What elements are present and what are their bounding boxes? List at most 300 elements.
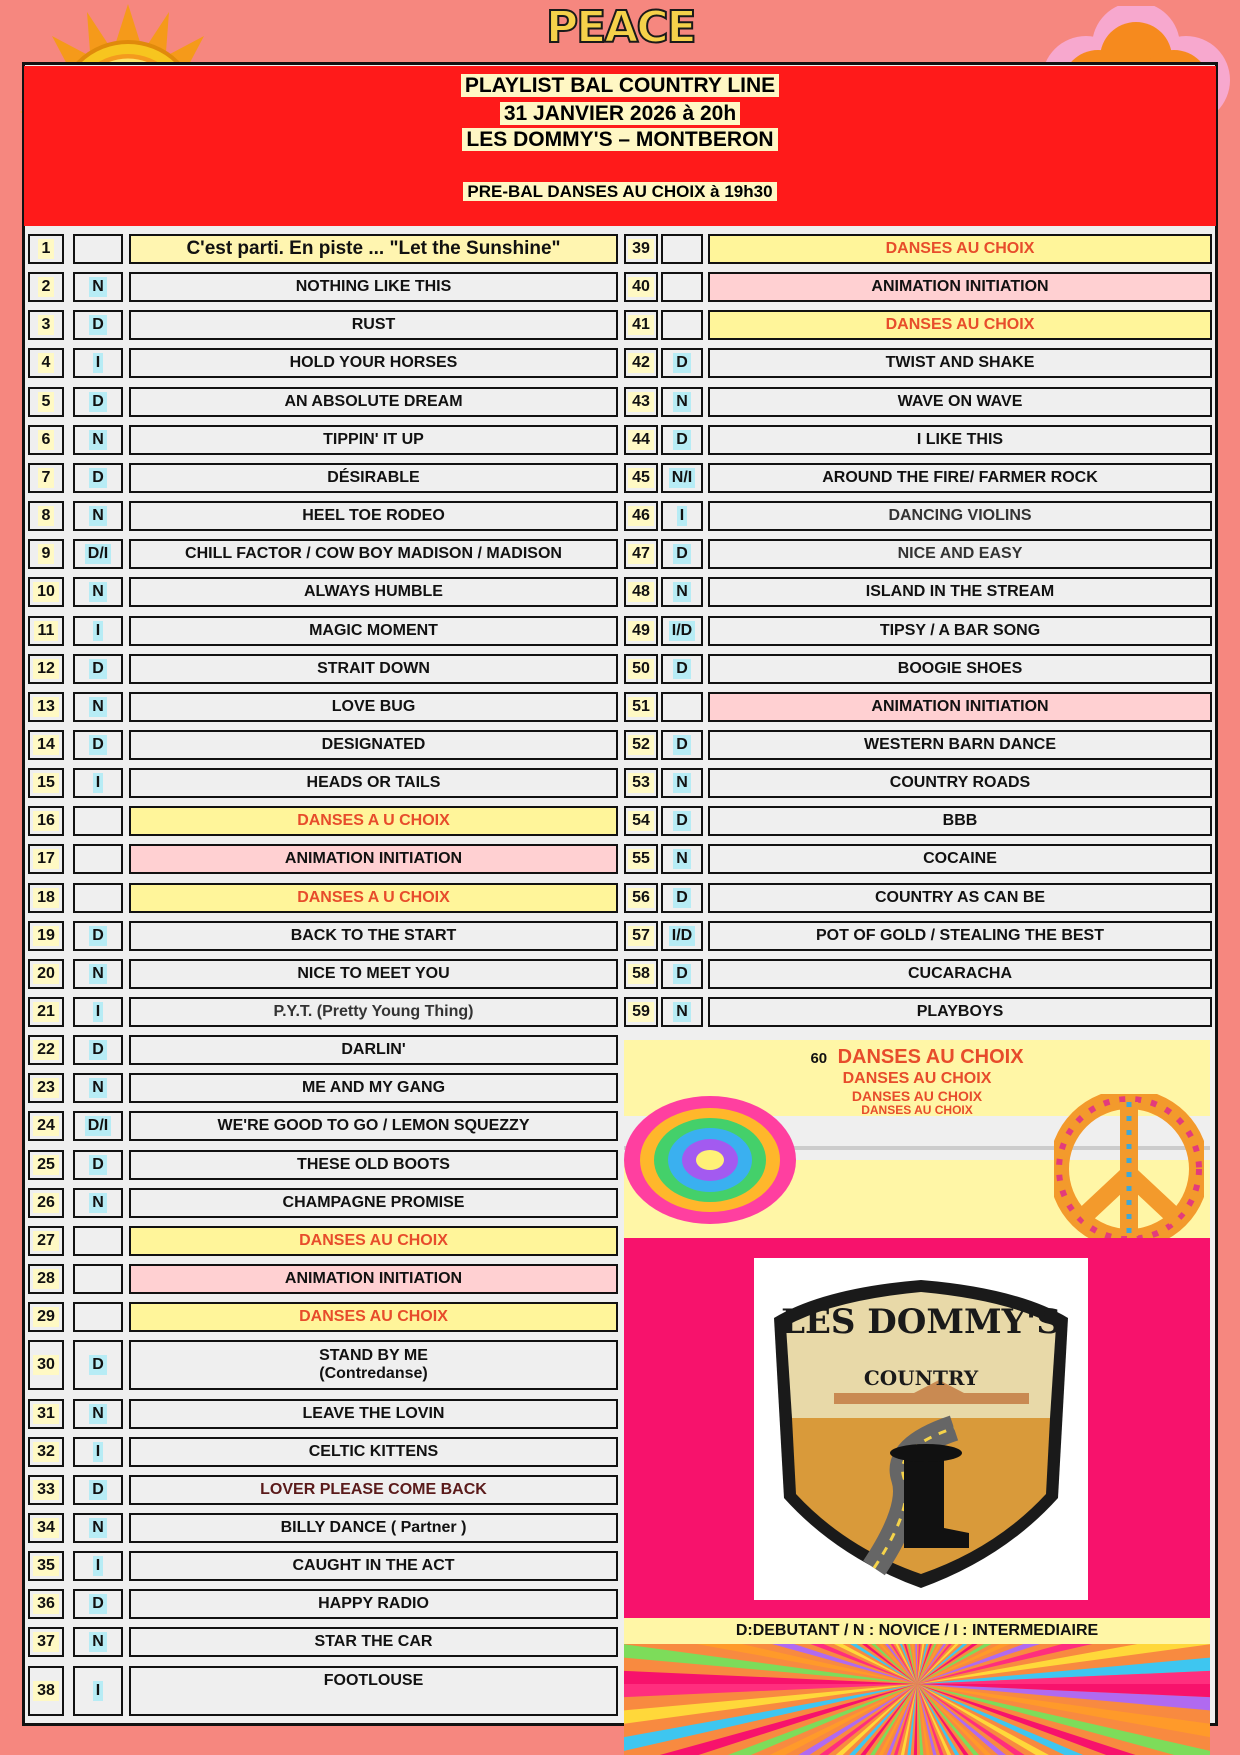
dance-title-text: BACK TO THE START — [290, 926, 457, 944]
dance-title-text: ME AND MY GANG — [301, 1079, 446, 1097]
row-level — [661, 348, 703, 378]
row-number — [28, 1035, 64, 1065]
dance-title — [129, 1589, 618, 1619]
level-badge: N/I — [669, 468, 695, 488]
row-number — [28, 654, 64, 684]
row-number-text: 3 — [38, 315, 55, 335]
dance-title-text: DÉSIRABLE — [327, 468, 420, 486]
row-number-text: 5 — [38, 392, 55, 412]
row-number-text: 4 — [38, 353, 55, 373]
row-number — [28, 1589, 64, 1619]
level-badge: D — [89, 1155, 107, 1175]
row-number-text: 32 — [33, 1442, 59, 1462]
choix-line-3: DANSES AU CHOIX — [851, 1088, 983, 1104]
row-number — [28, 844, 64, 874]
row-number-text: 12 — [33, 659, 59, 679]
dance-title — [129, 1302, 618, 1332]
row-number-text: 9 — [38, 544, 55, 564]
dance-title-text: PLAYBOYS — [916, 1003, 1004, 1020]
row-level — [73, 921, 123, 951]
level-badge: I — [93, 621, 103, 641]
level-badge: D — [89, 468, 107, 488]
dance-title — [129, 577, 618, 607]
row-number-text: 37 — [33, 1632, 59, 1652]
row-number-text: 56 — [628, 888, 654, 908]
dance-title-text: LEAVE THE LOVIN — [302, 1404, 445, 1422]
row-number-text: 1 — [38, 239, 55, 259]
row-number — [28, 1399, 64, 1429]
row-level — [73, 616, 123, 646]
row-number-text: 52 — [628, 735, 654, 755]
dance-title-text: CHILL FACTOR / COW BOY MADISON / MADISON — [185, 545, 562, 563]
row-level — [661, 959, 703, 989]
row-level — [73, 463, 123, 493]
row-level — [73, 1589, 123, 1619]
dance-title-text: LOVE BUG — [331, 697, 416, 715]
dance-title-text: C'est parti. En piste ... "Let the Sunshine" — [186, 238, 561, 259]
dance-title — [129, 692, 618, 722]
dance-title-text: ALWAYS HUMBLE — [304, 583, 443, 601]
level-badge: D — [673, 964, 691, 984]
row-number — [28, 272, 64, 302]
dance-title — [708, 806, 1212, 836]
row-level — [661, 997, 703, 1027]
row-number — [624, 768, 658, 798]
dance-title — [129, 1226, 618, 1256]
level-badge: N — [673, 849, 691, 869]
row-level — [661, 463, 703, 493]
dance-title-text: ANIMATION INITIATION — [284, 850, 463, 868]
dance-title-text: STAND BY ME — [319, 1347, 428, 1365]
row-number — [624, 616, 658, 646]
peace-logo: PEACE — [546, 2, 695, 53]
dance-title-text: P.Y.T. (Pretty Young Thing) — [273, 1003, 474, 1020]
row-level — [661, 539, 703, 569]
row-level — [73, 883, 123, 913]
row-number-text: 29 — [33, 1307, 59, 1327]
row-number-text: 25 — [33, 1155, 59, 1175]
dance-title — [129, 1475, 618, 1505]
dance-title-text: HAPPY RADIO — [318, 1595, 429, 1613]
level-badge: D/I — [85, 1116, 111, 1136]
row-number-text: 22 — [33, 1040, 59, 1060]
dance-title — [708, 844, 1212, 874]
level-badge: N — [89, 1632, 107, 1652]
dance-title-text: TIPSY / A BAR SONG — [879, 621, 1041, 639]
row-number-text: 36 — [33, 1594, 59, 1614]
dance-title — [129, 1340, 618, 1390]
dance-title-text: DANSES AU CHOIX — [299, 1308, 448, 1326]
row-number — [28, 234, 64, 264]
choix-line-2: DANSES AU CHOIX — [842, 1070, 992, 1087]
level-badge: D — [673, 659, 691, 679]
row-number — [28, 577, 64, 607]
row-number — [624, 997, 658, 1027]
row-number-text: 10 — [33, 582, 59, 602]
row-number — [624, 844, 658, 874]
dance-title — [129, 806, 618, 836]
row-number — [28, 616, 64, 646]
row-number — [28, 1437, 64, 1467]
dance-title-text: CHAMPAGNE PROMISE — [282, 1193, 465, 1211]
row-number — [28, 883, 64, 913]
dance-title — [129, 1437, 618, 1467]
dance-title — [708, 348, 1212, 378]
row-level — [661, 577, 703, 607]
level-badge: N — [673, 1002, 691, 1022]
dance-title-text: BILLY DANCE ( Partner ) — [280, 1518, 467, 1536]
row-number-text: 39 — [628, 239, 654, 259]
dance-title-text: CELTIC KITTENS — [308, 1442, 439, 1460]
dance-title-text: DANSES AU CHOIX — [299, 1231, 448, 1249]
row-number — [624, 730, 658, 760]
row-number — [28, 921, 64, 951]
level-badge: D — [673, 353, 691, 373]
dance-title — [129, 883, 618, 913]
row-number — [28, 1627, 64, 1657]
row-level — [73, 1150, 123, 1180]
dance-title — [129, 730, 618, 760]
header-line-2: 31 JANVIER 2026 à 20h — [0, 102, 1240, 126]
dance-title-text: BBB — [942, 812, 978, 830]
level-badge: D/I — [85, 544, 111, 564]
row-number-text: 31 — [33, 1404, 59, 1424]
dance-title-text: POT OF GOLD / STEALING THE BEST — [815, 926, 1104, 944]
level-badge: D — [89, 926, 107, 946]
level-badge: I — [93, 1556, 103, 1576]
row-level — [73, 577, 123, 607]
row-number — [28, 1513, 64, 1543]
dance-title — [129, 234, 618, 264]
dance-title — [129, 348, 618, 378]
dance-title — [129, 921, 618, 951]
row-number-text: 41 — [628, 315, 654, 335]
level-badge: D — [89, 1594, 107, 1614]
dance-title-text: CUCARACHA — [908, 964, 1012, 982]
row-level — [73, 234, 123, 264]
level-badge: D — [673, 888, 691, 908]
dance-title-text: ANIMATION INITIATION — [871, 278, 1049, 296]
dance-title-text: THESE OLD BOOTS — [297, 1155, 450, 1173]
row-number — [28, 387, 64, 417]
dance-title-text: HEEL TOE RODEO — [302, 507, 445, 525]
level-badge: N — [89, 964, 107, 984]
dance-title-text: TWIST AND SHAKE — [885, 354, 1035, 372]
level-badge: D — [673, 430, 691, 450]
row-number — [624, 692, 658, 722]
row-level — [73, 1035, 123, 1065]
row-number-text: 28 — [33, 1269, 59, 1289]
row-level — [73, 1437, 123, 1467]
ray — [641, 1684, 917, 1755]
row-number-text: 6 — [38, 430, 55, 450]
row-number — [28, 768, 64, 798]
dance-title-text: NICE TO MEET YOU — [297, 964, 450, 982]
row-level — [73, 997, 123, 1027]
dance-title-text: ISLAND IN THE STREAM — [865, 583, 1055, 601]
row-level — [73, 692, 123, 722]
row-number-text: 54 — [628, 811, 654, 831]
header-line-3: LES DOMMY'S – MONTBERON — [0, 128, 1240, 152]
row-level — [661, 883, 703, 913]
row-number-text: 21 — [33, 1002, 59, 1022]
row-level — [73, 1399, 123, 1429]
level-badge: D — [89, 659, 107, 679]
row-level — [73, 1475, 123, 1505]
level-badge: N — [673, 582, 691, 602]
dance-title — [129, 997, 618, 1027]
level-badge: N — [89, 1078, 107, 1098]
dance-title — [708, 921, 1212, 951]
dance-title — [129, 1399, 618, 1429]
dance-title-text: DESIGNATED — [321, 735, 426, 753]
level-badge: I — [93, 353, 103, 373]
level-badge: D — [673, 544, 691, 564]
row-number — [28, 806, 64, 836]
row-number — [28, 1302, 64, 1332]
row-number-text: 44 — [628, 430, 654, 450]
dance-title — [129, 1188, 618, 1218]
row-level — [73, 539, 123, 569]
row-number-text: 50 — [628, 659, 654, 679]
row-number — [624, 577, 658, 607]
row-number-text: 34 — [33, 1518, 59, 1538]
row-number-text: 43 — [628, 392, 654, 412]
level-badge: I/D — [669, 926, 695, 946]
level-badge: N — [89, 1518, 107, 1538]
dance-title — [129, 654, 618, 684]
row-number-text: 33 — [33, 1480, 59, 1500]
row-level — [73, 654, 123, 684]
row-number-text: 30 — [33, 1355, 59, 1375]
dance-title-text: NOTHING LIKE THIS — [295, 278, 452, 296]
dance-title — [129, 539, 618, 569]
row-number — [28, 730, 64, 760]
dance-title — [129, 1666, 618, 1716]
row-number — [624, 539, 658, 569]
row-level — [661, 921, 703, 951]
level-badge: D — [89, 1040, 107, 1060]
dance-title-text: COCAINE — [923, 850, 997, 868]
row-level — [661, 234, 703, 264]
row-number-text: 59 — [628, 1002, 654, 1022]
row-level — [661, 654, 703, 684]
dance-title — [708, 463, 1212, 493]
row-number-text: 38 — [33, 1681, 59, 1701]
dance-title-text: AROUND THE FIRE/ FARMER ROCK — [822, 468, 1098, 486]
row-level — [73, 1073, 123, 1103]
row-level — [661, 272, 703, 302]
level-badge: D — [89, 735, 107, 755]
dance-title-text: ANIMATION INITIATION — [284, 1270, 463, 1288]
dance-title-text: RUST — [351, 316, 396, 334]
dance-title — [129, 1551, 618, 1581]
badge-title: LES DOMMY'S — [781, 1302, 1061, 1342]
row-level — [73, 1551, 123, 1581]
row-number — [28, 997, 64, 1027]
row-level — [73, 806, 123, 836]
row-number-text: 40 — [628, 277, 654, 297]
row-number-text: 55 — [628, 849, 654, 869]
dance-title-text: TIPPIN' IT UP — [323, 430, 424, 448]
dance-title — [129, 616, 618, 646]
dance-title — [129, 1513, 618, 1543]
dance-title — [129, 310, 618, 340]
dance-title — [708, 616, 1212, 646]
row-level — [661, 806, 703, 836]
row-number — [28, 1226, 64, 1256]
row-level — [661, 730, 703, 760]
row-number — [624, 654, 658, 684]
row-number-text: 35 — [33, 1556, 59, 1576]
row-number — [624, 310, 658, 340]
peace-sign-icon — [1054, 1094, 1204, 1244]
row-number — [28, 959, 64, 989]
level-badge: I — [677, 506, 687, 526]
dance-title-text: DANSES A U CHOIX — [297, 812, 450, 830]
dance-title — [129, 1035, 618, 1065]
row-number — [28, 1188, 64, 1218]
row-level — [661, 425, 703, 455]
level-badge: I — [93, 1681, 103, 1701]
dance-title-text: MAGIC MOMENT — [309, 621, 438, 639]
row-number — [624, 806, 658, 836]
row-level — [73, 959, 123, 989]
choix-line-1: DANSES AU CHOIX — [837, 1046, 1024, 1068]
dance-title-text: AN ABSOLUTE DREAM — [284, 392, 463, 410]
row-level — [73, 425, 123, 455]
row-number — [28, 1111, 64, 1141]
level-badge: I — [93, 1002, 103, 1022]
row-number — [28, 348, 64, 378]
dance-title-text: DANSES AU CHOIX — [885, 316, 1035, 334]
row-level — [73, 730, 123, 760]
row-number — [28, 539, 64, 569]
row-number-text: 24 — [33, 1116, 59, 1136]
level-legend: D:DEBUTANT / N : NOVICE / I : INTERMEDIAIRE — [624, 1618, 1210, 1644]
row-number — [28, 1666, 64, 1716]
dance-title-text: FOOTLOUSE — [323, 1671, 424, 1689]
row-number-text: 16 — [33, 811, 59, 831]
level-badge: N — [89, 1404, 107, 1424]
dance-title — [129, 844, 618, 874]
row-number-text: 26 — [33, 1193, 59, 1213]
row-number-text: 47 — [628, 544, 654, 564]
row-number-text: 48 — [628, 582, 654, 602]
dance-title — [129, 1264, 618, 1294]
row-number-text: 57 — [628, 926, 654, 946]
level-badge: D — [89, 392, 107, 412]
row-number-text: 8 — [38, 506, 55, 526]
row-level — [661, 844, 703, 874]
row-number-text: 13 — [33, 697, 59, 717]
row-number — [28, 1150, 64, 1180]
dance-title — [129, 768, 618, 798]
level-badge: N — [673, 773, 691, 793]
row-level — [661, 616, 703, 646]
dance-title — [708, 577, 1212, 607]
dance-title — [708, 501, 1212, 531]
row-number — [624, 959, 658, 989]
row-number — [624, 387, 658, 417]
level-badge: N — [89, 582, 107, 602]
dance-title — [129, 425, 618, 455]
row-number — [624, 501, 658, 531]
level-badge: N — [89, 697, 107, 717]
dance-title-text: DARLIN' — [341, 1041, 406, 1059]
row-number-text: 49 — [628, 621, 654, 641]
badge-panel — [624, 1238, 1210, 1618]
row-level — [73, 768, 123, 798]
row-level — [73, 1188, 123, 1218]
dance-title-text: ANIMATION INITIATION — [871, 697, 1049, 715]
dance-title-text: HOLD YOUR HORSES — [289, 354, 458, 372]
row-number-text: 42 — [628, 353, 654, 373]
tie-dye-icon — [622, 1094, 798, 1226]
row-number-text: 27 — [33, 1231, 59, 1251]
level-badge: N — [89, 430, 107, 450]
row-number-text: 14 — [33, 735, 59, 755]
dance-title-text: HEADS OR TAILS — [306, 774, 441, 792]
dance-title — [129, 501, 618, 531]
dance-title-text: LOVER PLEASE COME BACK — [260, 1480, 487, 1498]
dance-title — [708, 730, 1212, 760]
row-number-text: 53 — [628, 773, 654, 793]
row-number-text: 19 — [33, 926, 59, 946]
row-number — [28, 1340, 64, 1390]
dance-title-text: CAUGHT IN THE ACT — [292, 1557, 455, 1575]
row-number-text: 18 — [33, 888, 59, 908]
row-level — [73, 1513, 123, 1543]
dance-title — [129, 959, 618, 989]
row-level — [661, 387, 703, 417]
ray — [899, 1684, 917, 1755]
choix-line-4: DANSES AU CHOIX — [861, 1103, 973, 1117]
row-level — [73, 1340, 123, 1390]
header-line-1: PLAYLIST BAL COUNTRY LINE — [0, 74, 1240, 98]
row-number — [28, 425, 64, 455]
level-badge: D — [673, 811, 691, 831]
level-badge: D — [89, 1480, 107, 1500]
row-number — [28, 501, 64, 531]
row-level — [73, 1226, 123, 1256]
row-number — [624, 425, 658, 455]
row-level — [73, 1111, 123, 1141]
choix-number: 60 — [810, 1050, 828, 1067]
dance-title — [708, 272, 1212, 302]
dance-title — [129, 387, 618, 417]
dance-title — [708, 310, 1212, 340]
dance-title-text: STRAIT DOWN — [317, 659, 430, 677]
row-number-text: 15 — [33, 773, 59, 793]
row-level — [661, 692, 703, 722]
level-badge: N — [89, 506, 107, 526]
dance-title — [129, 1150, 618, 1180]
row-number — [28, 1551, 64, 1581]
row-number-text: 17 — [33, 849, 59, 869]
dance-title-text: DANSES A U CHOIX — [297, 888, 450, 906]
dance-title — [129, 1111, 618, 1141]
row-level — [661, 310, 703, 340]
row-level — [73, 272, 123, 302]
dance-title-text: DANCING VIOLINS — [888, 507, 1032, 525]
row-number — [28, 1073, 64, 1103]
dance-title — [708, 959, 1212, 989]
level-badge: I/D — [669, 621, 695, 641]
level-badge: N — [673, 392, 691, 412]
dance-title-text: NICE AND EASY — [897, 545, 1023, 563]
dance-title-note: (Contredanse) — [319, 1365, 428, 1383]
